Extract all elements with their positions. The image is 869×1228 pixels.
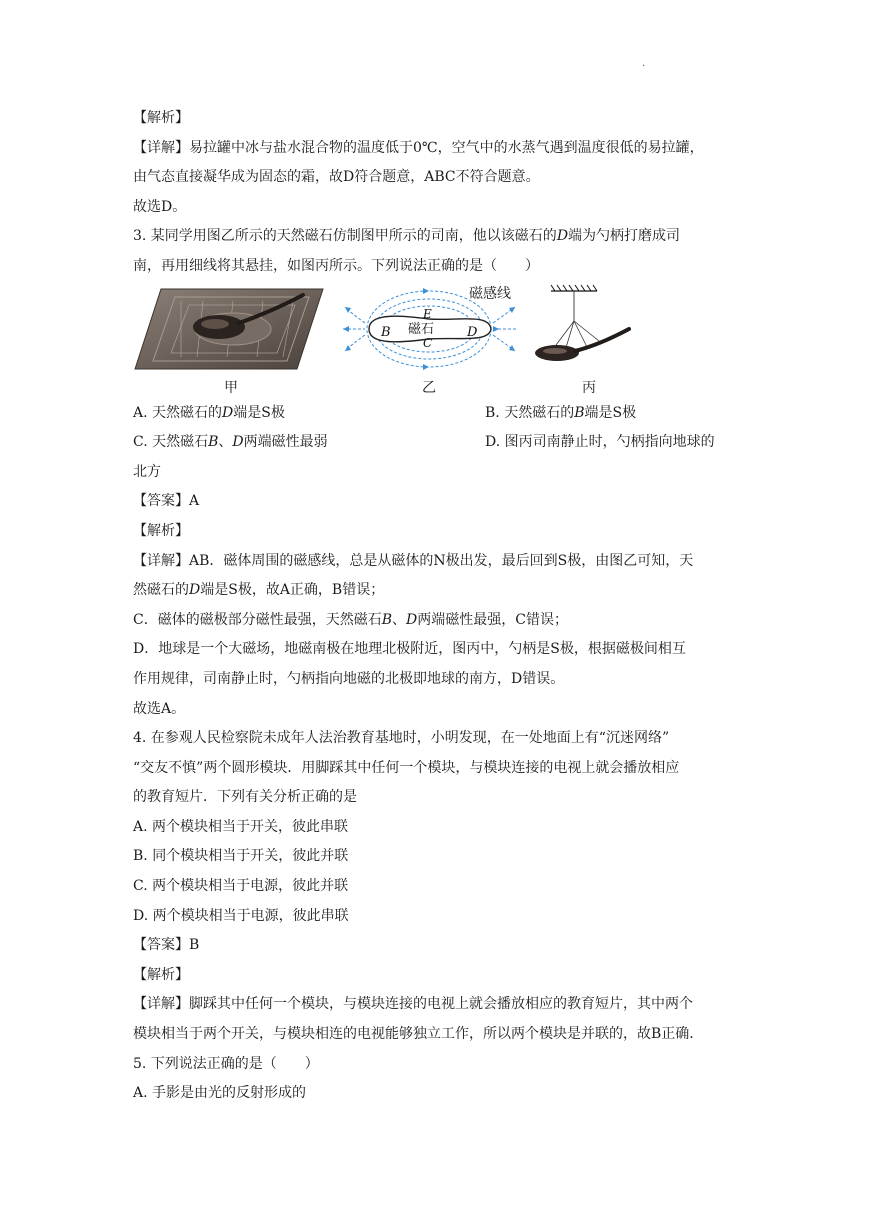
label-magnetic-field-lines: 磁感线 (469, 285, 511, 302)
q4-option-a: A. 两个模块相当于开关，彼此串联 (133, 818, 349, 835)
q3-option-d: D. 图丙司南静止时，勺柄指向地球的 (485, 434, 715, 451)
q3-stem-line-2: 南，再用细线将其悬挂，如图丙所示。下列说法正确的是（ ） (133, 257, 539, 274)
caption-yi: 乙 (422, 379, 436, 396)
q3-options-row-1 (133, 399, 739, 429)
q3-option-a: A. 天然磁石的D端是S极 (133, 404, 285, 421)
q5-stem: 5. 下列说法正确的是（ ） (133, 1055, 319, 1072)
label-C: C (423, 335, 433, 350)
q4-option-c: C. 两个模块相当于电源，彼此并联 (133, 878, 349, 895)
q3-answer: 【答案】A (133, 493, 200, 510)
q2-detail-line-2: 由气态直接凝华成为固态的霜，故D符合题意，ABC不符合题意。 (133, 169, 540, 186)
q4-answer: 【答案】B (133, 937, 200, 954)
q3-detail-line-2: 然磁石的D端是S极，故A正确，B错误； (133, 582, 385, 599)
q4-analysis-heading: 【解析】 (133, 966, 189, 983)
hanging-sinan-diagram (529, 283, 639, 373)
q4-stem-line-2: “交友不慎”两个圆形模块．用脚踩其中任何一个模块，与模块连接的电视上就会播放相应 (133, 759, 680, 776)
q4-stem-line-3: 的教育短片．下列有关分析正确的是 (133, 789, 357, 806)
label-B: B (381, 324, 391, 340)
q3-analysis-heading: 【解析】 (133, 522, 189, 539)
q3-conclusion: 故选A。 (133, 700, 186, 717)
q4-option-b: B. 同个模块相当于开关，彼此并联 (133, 848, 349, 865)
q3-option-b: B. 天然磁石的B端是S极 (485, 404, 637, 421)
q4-option-d: D. 两个模块相当于电源，彼此串联 (133, 907, 349, 924)
document-page (133, 104, 739, 1109)
q3-options-row-2 (133, 428, 739, 458)
q3-stem-line-1: 3. 某同学用图乙所示的天然磁石仿制图甲所示的司南，他以该磁石的D端为勺柄打磨成司 (133, 228, 681, 245)
caption-jia: 甲 (224, 379, 238, 396)
q3-option-d-continued: 北方 (133, 463, 161, 480)
q3-detail-line-3: C．磁体的磁极部分磁性最强，天然磁石B、D两端磁性最强，C错误； (133, 611, 568, 628)
q4-detail-line-1: 【详解】脚踩其中任何一个模块，与模块连接的电视上就会播放相应的教育短片，其中两个 (133, 996, 693, 1013)
label-E: E (423, 306, 432, 321)
q4-detail-line-2: 模块相当于两个开关，与模块相连的电视能够独立工作，所以两个模块是并联的，故B正确. (133, 1026, 694, 1043)
q2-conclusion: 故选D。 (133, 198, 187, 215)
sinan-compass-image (133, 283, 325, 373)
label-stone: 磁石 (408, 321, 435, 337)
q3-detail-line-5: 作用规律，司南静止时，勺柄指向地磁的北极即地球的南方，D错误。 (133, 670, 565, 687)
header-mark: . (642, 58, 646, 69)
q4-stem-line-1: 4. 在参观人民检察院未成年人法治教育基地时，小明发现，在一处地面上有“沉迷网络” (133, 730, 670, 747)
label-D: D (467, 324, 478, 340)
q2-analysis-heading: 【解析】 (133, 110, 189, 126)
q3-detail-line-1: 【详解】AB．磁体周围的磁感线，总是从磁体的N极出发，最后回到S极，由图乙可知，天 (133, 552, 694, 569)
q3-option-c: C. 天然磁石B、D两端磁性最弱 (133, 434, 328, 451)
caption-bing: 丙 (582, 379, 596, 396)
q3-figure (133, 283, 739, 399)
q5-option-a: A. 手影是由光的反射形成的 (133, 1085, 307, 1102)
q3-detail-line-4: D．地球是一个大磁场，地磁南极在地理北极附近，图丙中，勺柄是S极，根据磁极间相互 (133, 641, 686, 658)
q2-detail-line-1: 【详解】易拉罐中冰与盐水混合物的温度低于0℃，空气中的水蒸气遇到温度很低的易拉罐， (133, 139, 704, 156)
